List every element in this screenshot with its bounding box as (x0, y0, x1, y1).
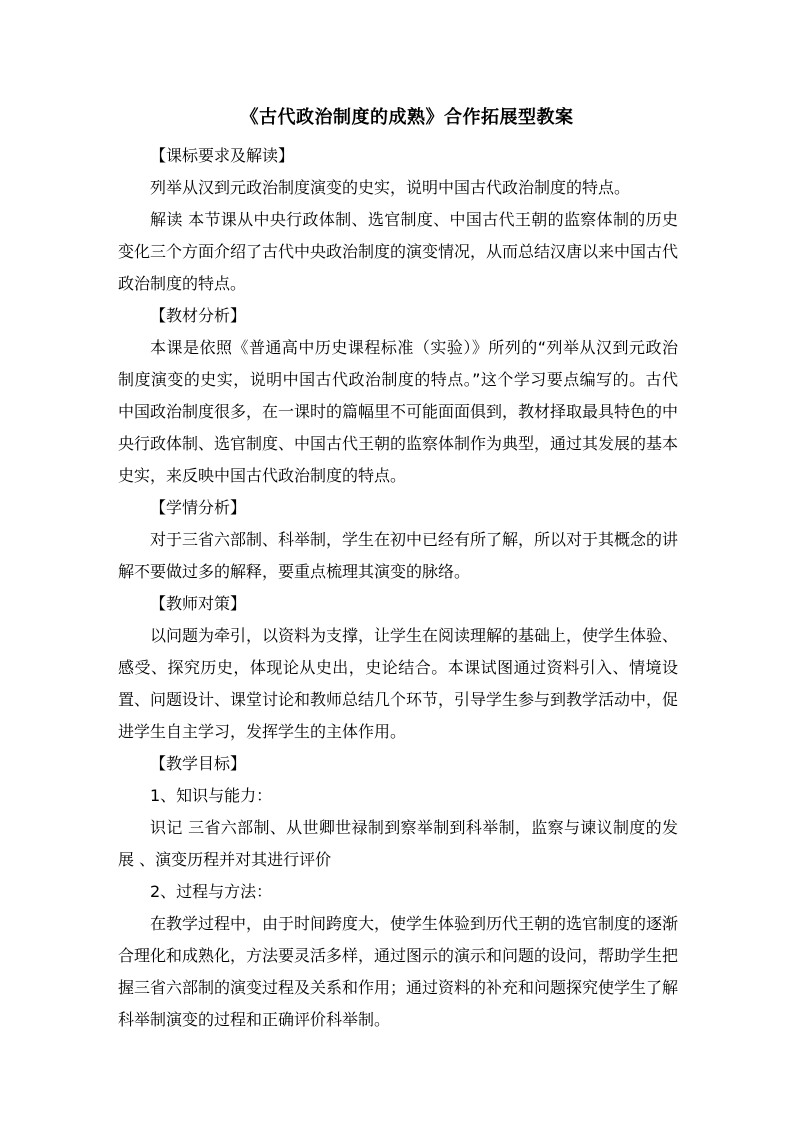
paragraph-curriculum-requirement: 列举从汉到元政治制度演变的史实，说明中国古代政治制度的特点。 (150, 178, 631, 197)
paragraph-learner-analysis: 对于三省六部制、科举制，学生在初中已经有所了解，所以对于其概念的讲解不要做过多的解释，要重点梳理其演变的脉络。 (118, 530, 679, 581)
paragraph-teacher-strategy: 以问题为牵引，以资料为支撑，让学生在阅读理解的基础上，使学生体验、感受、探究历史，体现论从史出，史论结合。本课试图通过资料引入、情境设置、问题设计、课堂讨论和教师总结几个环节，引导学生参与到教学活动中，促进学生自主学习，发挥学生的主体作用。 (118, 626, 679, 741)
objective-heading-process: 2、过程与方法： (150, 882, 273, 901)
section-heading-teaching-objectives: 【教学目标】 (150, 754, 247, 773)
document-title: 《古代政治制度的成熟》合作拓展型教案 (240, 107, 574, 128)
paragraph-process-objective: 在教学过程中，由于时间跨度大，使学生体验到历代王朝的选官制度的逐渐合理化和成熟化，方法要灵活多样，通过图示的演示和问题的设问，帮助学生把握三省六部制的演变过程及关系和作用；通过资料的补充和问题探究使学生了解科举制演变的过程和正确评价科举制。 (118, 914, 679, 1029)
document-body (118, 140, 678, 1036)
objective-heading-knowledge: 1、知识与能力： (150, 786, 273, 805)
paragraph-curriculum-interpretation: 解读 本节课从中央行政体制、选官制度、中国古代王朝的监察体制的历史变化三个方面介绍了古代中央政治制度的演变情况，从而总结汉唐以来中国古代政治制度的特点。 (118, 210, 679, 293)
section-heading-learner-analysis: 【学情分析】 (150, 498, 247, 517)
section-heading-teacher-strategy: 【教师对策】 (150, 594, 247, 613)
section-heading-textbook-analysis: 【教材分析】 (150, 306, 247, 325)
paragraph-knowledge-objective: 识记 三省六部制、从世卿世禄制到察举制到科举制，监察与谏议制度的发展 、演变历程并对其进行评价 (118, 818, 678, 869)
paragraph-textbook-analysis: 本课是依照《普通高中历史课程标准（实验）》所列的“列举从汉到元政治制度演变的史实，说明中国古代政治制度的特点。”这个学习要点编写的。古代中国政治制度很多，在一课时的篇幅里不可能面面俱到，教材择取最具特色的中央行政体制、选官制度、中国古代王朝的监察体制作为典型，通过其发展的基本史实，来反映中国古代政治制度的特点。 (118, 338, 679, 485)
section-heading-curriculum: 【课标要求及解读】 (150, 146, 295, 165)
